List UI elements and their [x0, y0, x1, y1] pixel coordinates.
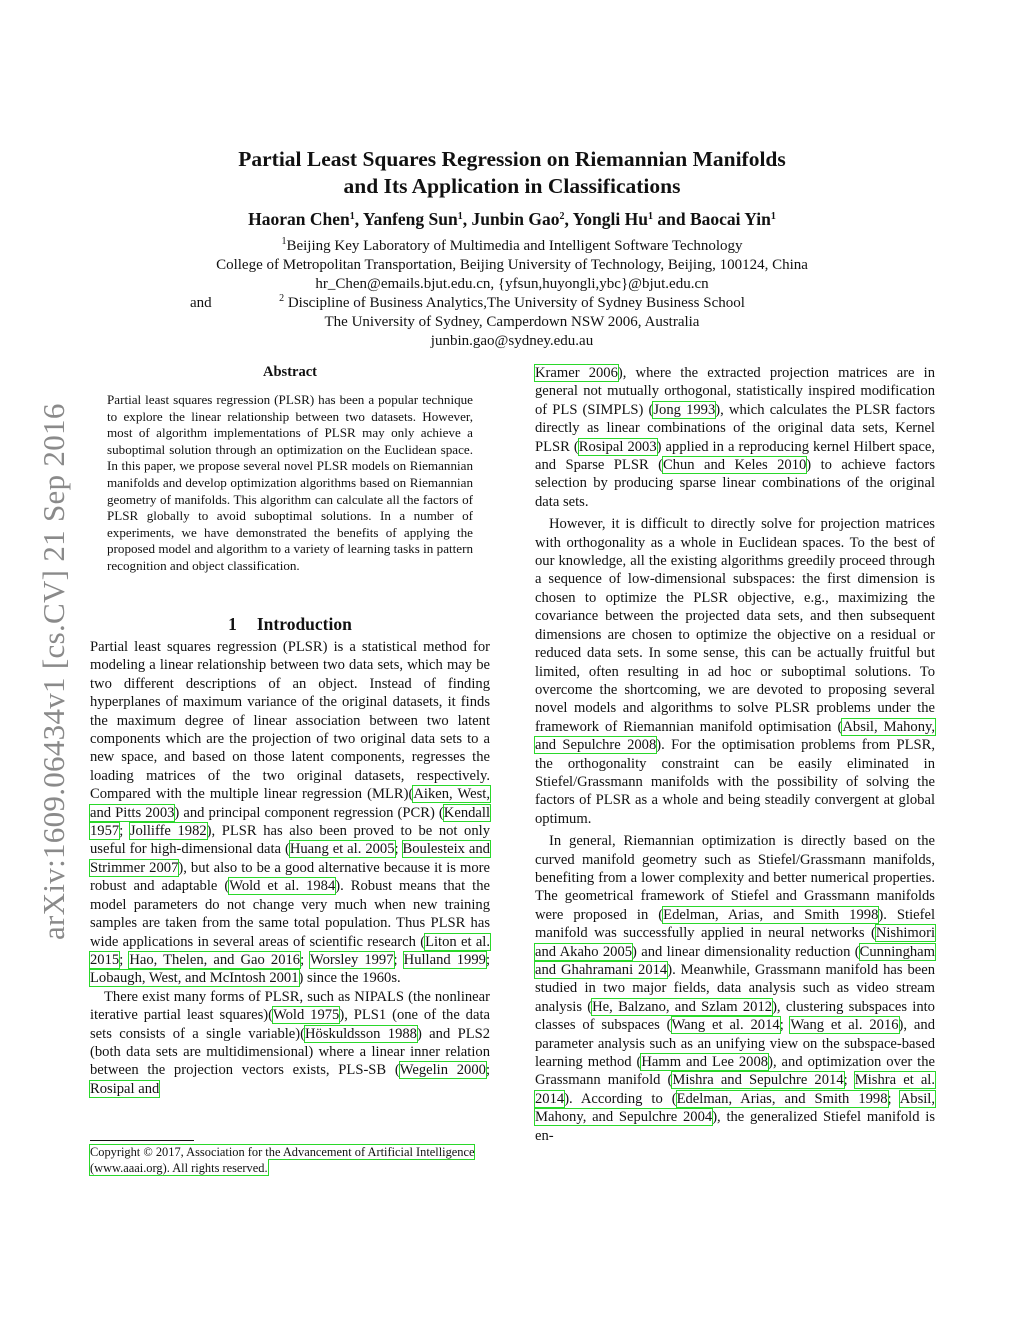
- right-column: [535, 364, 935, 1145]
- abstract-text: Partial least squares regression (PLSR) has been a popular technique to explore the linear relationship between two datasets. However, most of algorithm implementations of PLSR may only achieve a suboptimal solution through an optimization on the Euclidean space. In this paper, we propose several novel PLSR models on Riemannian manifolds and develop optimization algorithms based on Riemannian geometry of manifolds. This algorithm can calculate all the factors of PLSR globally to avoid suboptimal solutions. In a number of experiments, we have demonstrated the benefits of applying the proposed model and algorithm to a variety of learning tasks in pattern recognition and object classification.: [107, 392, 473, 573]
- left-column: [90, 638, 490, 1098]
- citation-link[interactable]: Absil, Mahony, and Sepulchre 2008: [535, 718, 936, 754]
- citation-link[interactable]: Kramer 2006: [535, 365, 618, 381]
- citation-link[interactable]: Hao, Thelen, and Gao 2016: [129, 951, 301, 968]
- footnote-rule: [90, 1140, 194, 1141]
- citation-link[interactable]: Boulesteix and Strimmer 2007: [90, 841, 490, 876]
- section-number: 1: [228, 614, 237, 634]
- citation-link[interactable]: Wold 1975: [273, 1007, 340, 1024]
- author-affiliation-mark: 1: [770, 211, 776, 222]
- author-name: Junbin Gao: [471, 209, 560, 229]
- citation-link[interactable]: Liton et al. 2015: [90, 933, 490, 968]
- citation-link[interactable]: Jong 1993: [653, 401, 716, 418]
- citation-link[interactable]: Hamm and Lee 2008: [641, 1054, 769, 1071]
- intro-paragraph: In general, Riemannian optimization is directly based on the curved manifold geometry such as Stiefel/Grassmann manifolds, benefiting from a lower complexity and better numerical properties. The geometrical framework of Stiefel and Grassmann manifolds were proposed in (Edelman, Arias, and Smith 1998). Stiefel manifold was successfully applied in neural networks (Nishimori and Akaho 2005) and linear dimensionality reduction (Cunningham and Ghahramani 2014). Meanwhile, Grassmann manifold has been studied in two major fields, data analysis such as video stream analysis (He, Balzano, and Szlam 2012), clustering subspaces into classes of subspaces (Wang et al. 2014; Wang et al. 2016), and parameter analysis such as an unifying view on the subspace-based learning method (Hamm and Lee 2008), and optimization over the Grassmann manifold (Mishra and Sepulchre 2014; Mishra et al. 2014). According to (Edelman, Arias, and Smith 1998; Absil, Mahony, and Sepulchre 2004), the generalized Stiefel manifold is en-: [535, 833, 936, 1144]
- author-affiliation-mark: 1: [457, 211, 463, 222]
- author-name: Baocai Yin: [689, 209, 771, 229]
- citation-link[interactable]: Worsley 1997: [309, 951, 394, 968]
- citation-link[interactable]: Mishra and Sepulchre 2014: [672, 1072, 844, 1089]
- citation-link[interactable]: Wang et al. 2014: [671, 1017, 780, 1034]
- affiliation-email-1: hr_Chen@emails.bjut.edu.cn, {yfsun,huyongli,ybc}@bjut.edu.cn: [315, 276, 709, 292]
- author-list: Haoran Chen$^1$, Yanfeng Sun$^1$, Junbin Gao$^2$, Yongli Hu$^1$ and Baocai Yin$^1$: [248, 209, 776, 229]
- citation-link[interactable]: Jolliffe 1982: [129, 823, 207, 840]
- citation-link[interactable]: Hulland 1999: [403, 951, 486, 968]
- title-line-2: and Its Application in Classifications: [343, 174, 681, 198]
- citation-link[interactable]: Rosipal and: [90, 1080, 160, 1097]
- citation-link[interactable]: Edelman, Arias, and Smith 1998: [663, 906, 879, 923]
- affiliation-line-4: and $^2$ Discipline of Business Analytics,The University of Sydney Business School: [190, 293, 745, 311]
- affiliation-line-1: $^1$Beijing Key Laboratory of Multimedia and Intelligent Software Technology: [281, 236, 743, 254]
- paper-title: [100, 146, 924, 200]
- copyright-link[interactable]: Copyright © 2017, Association for the Advancement of Artificial Intelligence (www.aaai.org). All rights reserved.: [90, 1145, 475, 1175]
- abstract-heading: Abstract: [263, 364, 317, 380]
- title-line-1: Partial Least Squares Regression on Riemannian Manifolds: [238, 147, 786, 171]
- citation-link[interactable]: Aiken, West, and Pitts 2003: [90, 786, 490, 821]
- section-heading: [90, 614, 490, 635]
- affiliation-and: and: [190, 295, 212, 311]
- intro-paragraph: Kramer 2006), where the extracted projection matrices are in general not mutually orthogonal, statistically inspired modification of PLS (SIMPLS) (Jong 1993), which calculates the PLSR factors directly as linear combinations of the original data sets, Kernel PLSR (Rosipal 2003) applied in a reproducing kernel Hilbert space, and Sparse PLSR (Chun and Keles 2010) to achieve factors selection by producing sparse linear combinations of the original data sets.: [535, 365, 936, 510]
- affiliations: [100, 237, 924, 351]
- affiliation-sup-2: 2: [279, 293, 285, 304]
- author-affiliation-mark: 1: [349, 211, 355, 222]
- author-affiliation-mark: 2: [559, 211, 565, 222]
- citation-link[interactable]: Chun and Keles 2010: [662, 457, 807, 474]
- citation-link[interactable]: Kendall 1957: [90, 804, 490, 840]
- citation-link[interactable]: Höskuldsson 1988: [305, 1025, 417, 1042]
- citation-link[interactable]: Nishimori and Akaho 2005: [535, 925, 935, 960]
- author-affiliation-mark: 1: [647, 211, 653, 222]
- citation-link[interactable]: Mishra et al. 2014: [535, 1072, 936, 1107]
- author-name: Yanfeng Sun: [362, 209, 458, 229]
- citation-link[interactable]: Lobaugh, West, and McIntosh 2001: [90, 970, 299, 987]
- section-title: Introduction: [256, 614, 352, 634]
- citation-link[interactable]: Wold et al. 1984: [229, 878, 336, 895]
- copyright-footnote: [90, 1145, 490, 1176]
- citation-link[interactable]: Edelman, Arias, and Smith 1998: [676, 1090, 888, 1107]
- author-name: Haoran Chen: [248, 209, 350, 229]
- citation-link[interactable]: He, Balzano, and Szlam 2012: [592, 998, 773, 1015]
- citation-link[interactable]: Wegelin 2000: [399, 1062, 486, 1079]
- citation-link[interactable]: Cunningham and Ghahramani 2014: [535, 943, 935, 978]
- intro-paragraph: However, it is difficult to directly solve for projection matrices with orthogonality as a whole in Euclidean spaces. To the best of our knowledge, all the existing algorithms greedily proceed through a sequence of low-dimensional subspaces: the first dimension is chosen to optimize the PLSR objective, e.g., maximizing the covariance between the projected data sets, and then subsequent dimensions are chosen to optimize the objective on a residual or reduced data sets. In some sense, this can be actually fruitful but limited, often resulting in ad hoc or suboptimal solutions. To overcome the shortcoming, we are devoted to proposing several novel models and algorithms to solve PLSR problems under the framework of Riemannian manifold optimisation (Absil, Mahony, and Sepulchre 2008). For the optimisation problems from PLSR, the orthogonality constraint can be easily eliminated in Stiefel/Grassmann manifolds with the possibility of solving the factors of PLSR as a whole and being steadily convergent at global optimum.: [535, 516, 936, 827]
- affiliation-line-5: The University of Sydney, Camperdown NSW 2006, Australia: [324, 314, 700, 330]
- citation-link[interactable]: Wang et al. 2016: [790, 1017, 899, 1034]
- citation-link[interactable]: Rosipal 2003: [578, 438, 657, 455]
- arxiv-stamp: arXiv:1609.06434v1 [cs.CV] 21 Sep 2016: [36, 403, 71, 940]
- citation-link[interactable]: Absil, Mahony, and Sepulchre 2004: [535, 1090, 936, 1126]
- affiliation-line-2: College of Metropolitan Transportation, Beijing University of Technology, Beijing, 100124, China: [216, 257, 808, 273]
- affiliation-sup-1: 1: [281, 236, 287, 247]
- affiliation-email-2: junbin.gao@sydney.edu.au: [430, 333, 594, 349]
- intro-paragraph: There exist many forms of PLSR, such as NIPALS (the nonlinear iterative partial least squares)(Wold 1975), PLS1 (one of the data sets consists of a single variable)(Höskuldsson 1988) and PLS2 (both data sets are multidimensional) where a linear inner relation between the projection vectors exists, PLS-SB (Wegelin 2000; Rosipal and: [90, 988, 491, 1097]
- author-name: Yongli Hu: [572, 209, 648, 229]
- intro-paragraph: Partial least squares regression (PLSR) is a statistical method for modeling a linear relationship between two data sets, which may be two different descriptions of an object. Instead of finding hyperplanes of maximum variance of the original datasets, it finds the maximum degree of linear association between two latent components which are the projection of two original data sets to a new space, and based on those latent components, regresses the loading matrices of the two original datasets, respectively. Compared with the multiple linear regression (MLR)(Aiken, West, and Pitts 2003) and principal component regression (PCR) (Kendall 1957; Jolliffe 1982), PLSR has also been proved to be not only useful for high-dimensional data (Huang et al. 2005; Boulesteix and Strimmer 2007), but also to be a good alternative because it is more robust and adaptable (Wold et al. 1984). Robust means that the model parameters do not change very much when new training samples are taken from the same total population. Thus PLSR has wide applications in several areas of scientific research (Liton et al. 2015; Hao, Thelen, and Gao 2016; Worsley 1997; Hulland 1999; Lobaugh, West, and McIntosh 2001) since the 1960s.: [90, 639, 491, 987]
- citation-link[interactable]: Huang et al. 2005: [289, 841, 395, 858]
